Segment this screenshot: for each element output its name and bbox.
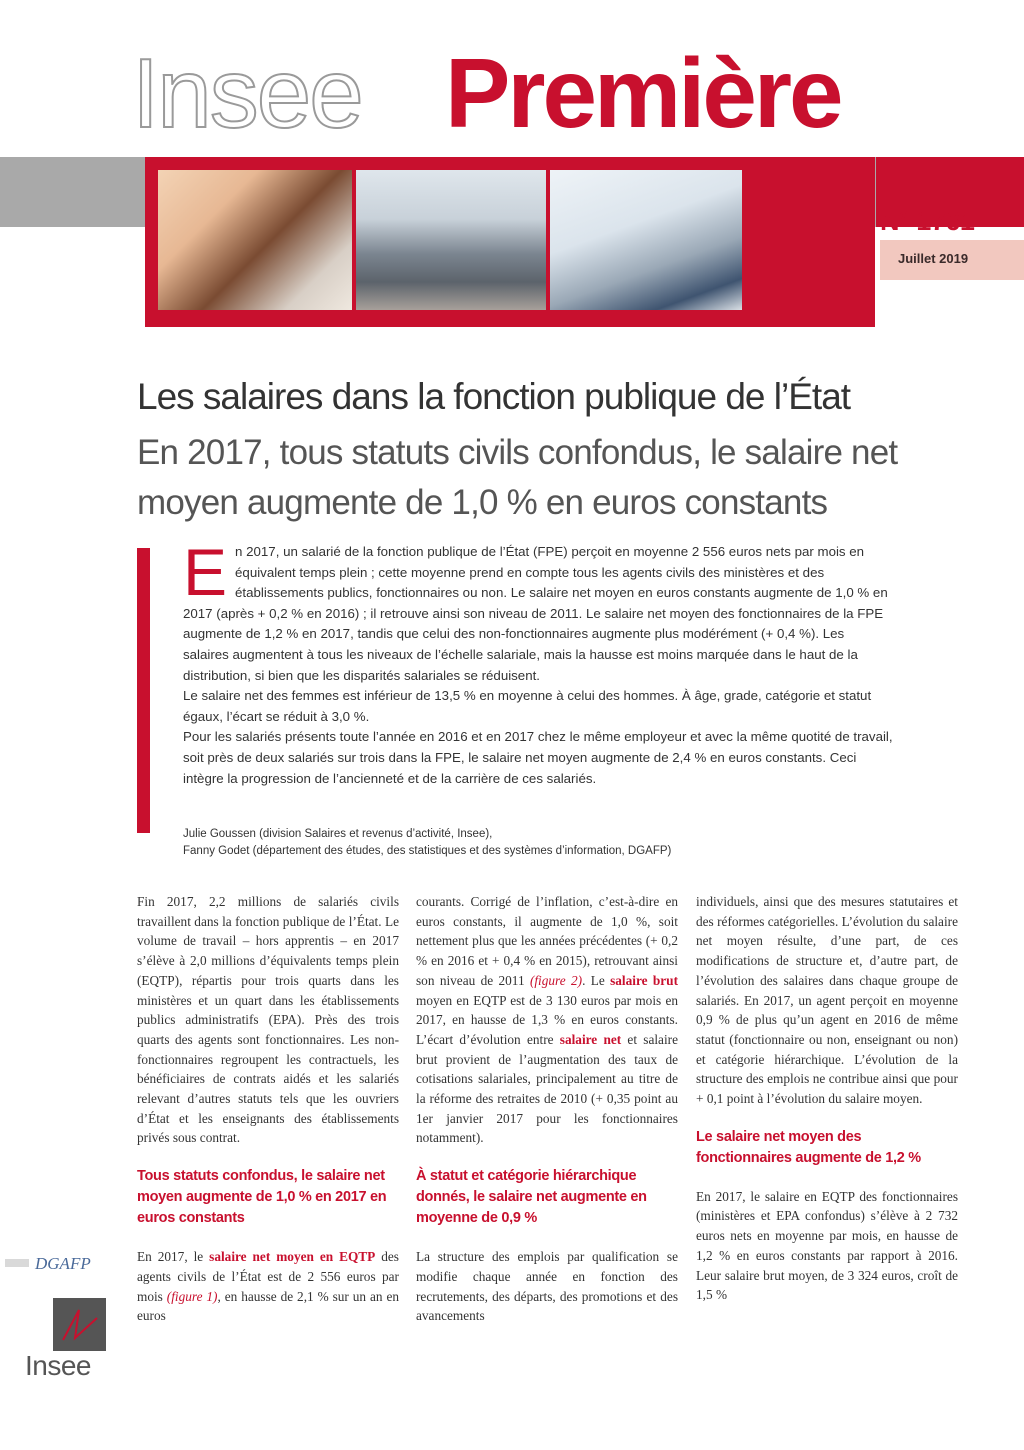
body-column-2: [416, 892, 678, 1332]
author-line-2: Fanny Godet (département des études, des statistiques et des systèmes d’information, DGAFP): [183, 845, 672, 857]
glossary-link-salaire-brut[interactable]: salaire brut: [610, 972, 678, 988]
issue-number: N° 1761: [880, 206, 975, 236]
col2-paragraph-1: [416, 892, 678, 1148]
col1-heading: Tous statuts confondus, le salaire net moyen augmente de 1,0 % en 2017 en euros constants: [137, 1168, 387, 1227]
photo-office-meeting: [550, 170, 742, 310]
body-column-1: [137, 892, 399, 1332]
col1-paragraph-2: [137, 1247, 399, 1326]
col2-p1-text-d: et salaire brut provient de l’augmentation des taux de cotisations salariales, principalement au titre de la réforme des retraites de 2010 (+ 0,35 point au 1er janvier 2017 pour les fonctionnaires notamment).: [416, 1031, 678, 1146]
col1-paragraph-1: Fin 2017, 2,2 millions de salariés civils travaillent dans la fonction publique de l’État. Le volume de travail – hors apprentis – en 2017 s’élève à 2,0 millions d’équivalents temps plein (EQTP), répartis pour trois quarts dans les ministères et un quart dans les établissements publics administratifs (EPA). Près des trois quarts des agents sont fonctionnaires. Les non-fonctionnaires regroupent les contractuels, les bénéficiaires de contrats aidés et les salariés relevant d’autres statuts tels que les ouvriers d’État et les enseignants des établissements privés sous contrat.: [137, 894, 399, 1146]
insee-logo-mark: [53, 1298, 106, 1351]
col2-p1-text-b: . Le: [582, 972, 611, 988]
abstract: [183, 535, 893, 789]
figure-2-link[interactable]: (figure 2): [529, 972, 583, 988]
dgafp-logo: [5, 1245, 105, 1279]
glossary-link-salaire-net[interactable]: salaire net: [559, 1031, 622, 1047]
col2-p1-text-c: moyen en EQTP est de 3 130 euros par mois en 2017, en hausse de 1,3 % en euros constants. L’écart d’évolution entre: [416, 992, 678, 1047]
col2-p1-text-a: courants. Corrigé de l’inflation, c’est-à-dire en euros constants, il augmente de 1,0 %, soit nettement plus que les années précédentes (+ 0,2 % en 2016 et + 0,4 % en 2015), retrouvant ainsi son niveau de 2011: [416, 894, 678, 988]
dropcap: E: [183, 535, 228, 609]
col3-paragraph-1: individuels, ainsi que des mesures statutaires et des réformes catégorielles. L’évolution du salaire net moyen résulte, d’une part, de ces modifications de structure et, d’autre part, de l’évolution des salaires dans chaque groupe de salariés. En 2017, un agent perçoit en moyenne 0,9 % de plus qu’un agent en 2016 de même statut (fonctionnaire ou non, enseignant ou non) et catégorie hiérarchique. L’évolution de la structure des emplois ne contribue ainsi que pour + 0,1 point à l’évolution du salaire moyen.: [696, 894, 958, 1107]
col1-p2-text-a: En 2017, le: [137, 1249, 210, 1265]
abstract-paragraph-3: Pour les salariés présents toute l’année en 2016 et en 2017 chez le même employeur et avec la même quotité de travail, soit près de deux salariés sur trois dans la FPE, le salaire net moyen augmente de 2,4 % en euros constants. Ceci intègre la progression de l’ancienneté et de la carrière de ces salariés.: [183, 729, 893, 786]
glossary-link-salaire-net-moyen[interactable]: salaire net moyen en EQTP: [209, 1249, 376, 1265]
col3-paragraph-2: En 2017, le salaire en EQTP des fonctionnaires (ministères et EPA confondus) s’élève à 2 732 euros nets en moyenne par mois, en hausse de 1,2 % en euros constants par rapport à 2016. Leur salaire brut moyen, de 3 324 euros, croît de 1,5 %: [696, 1188, 958, 1303]
issue-date: Juillet 2019: [898, 251, 969, 266]
brand-insee: Insee: [132, 38, 362, 148]
insee-logo-icon: [53, 1298, 106, 1351]
col1-p2-text-b: des agents civils de l’État est de 2 556 euros par mois: [137, 1249, 399, 1304]
abstract-paragraph-2: Le salaire net des femmes est inférieur de 13,5 % en moyenne à celui des hommes. À âge, grade, catégorie et statut égaux, l’écart se réduit à 3,0 %.: [183, 688, 872, 724]
page-subtitle: En 2017, tous statuts civils confondus, le salaire net moyen augmente de 1,0 % en euros constants: [137, 433, 898, 522]
col3-heading: Le salaire net moyen des fonctionnaires augmente de 1,2 %: [696, 1128, 921, 1166]
col2-paragraph-2: La structure des emplois par qualification se modifie chaque année en fonction des recrutements, des départs, des promotions et des avancements: [416, 1249, 678, 1324]
dgafp-logo-text: DGAFP: [35, 1254, 91, 1273]
col2-heading: À statut et catégorie hiérarchique donnés, le salaire net augmente en moyenne de 0,9 %: [416, 1168, 647, 1227]
photo-children: [158, 170, 352, 310]
brand-premiere: Première: [445, 38, 841, 148]
abstract-p1-text: n 2017, un salarié de la fonction publique de l’État (FPE) perçoit en moyenne 2 556 euros nets par mois en équivalent temps plein ; cette moyenne prend en compte tous les agents civils des ministères et des établissements publics, fonctionnaires ou non. Le salaire net moyen en euros constants augmente de 1,0 % en 2017 (après + 0,2 % en 2016) ; il retrouve ainsi son niveau de 2011. Le salaire net moyen des fonctionnaires de la FPE augmente de 1,2 % en 2017, tandis que celui des non-fonctionnaires augmente plus modérément (+ 0,4 %). Les salaires augmentent à tous les niveaux de l’échelle salariale, mais la hausse est moins marquée dans le haut de la distribution, si bien que les disparités salariales se réduisent.: [183, 544, 888, 683]
author-line-1: Julie Goussen (division Salaires et revenus d’activité, Insee),: [183, 828, 493, 840]
insee-logo-text: Insee: [25, 1350, 91, 1381]
photo-street-crowd: [356, 170, 546, 310]
abstract-paragraph-1: [183, 535, 893, 686]
dgafp-logo-mark: [5, 1259, 29, 1267]
page-title: Les salaires dans la fonction publique de l’État: [137, 376, 851, 417]
col1-p2-text-c: , en hausse de 2,1 % sur un an en euros: [137, 1288, 399, 1324]
body-column-3: [696, 892, 958, 1311]
figure-1-link[interactable]: (figure 1): [166, 1288, 218, 1304]
abstract-accent-bar: [137, 548, 150, 833]
authors: [183, 826, 883, 860]
